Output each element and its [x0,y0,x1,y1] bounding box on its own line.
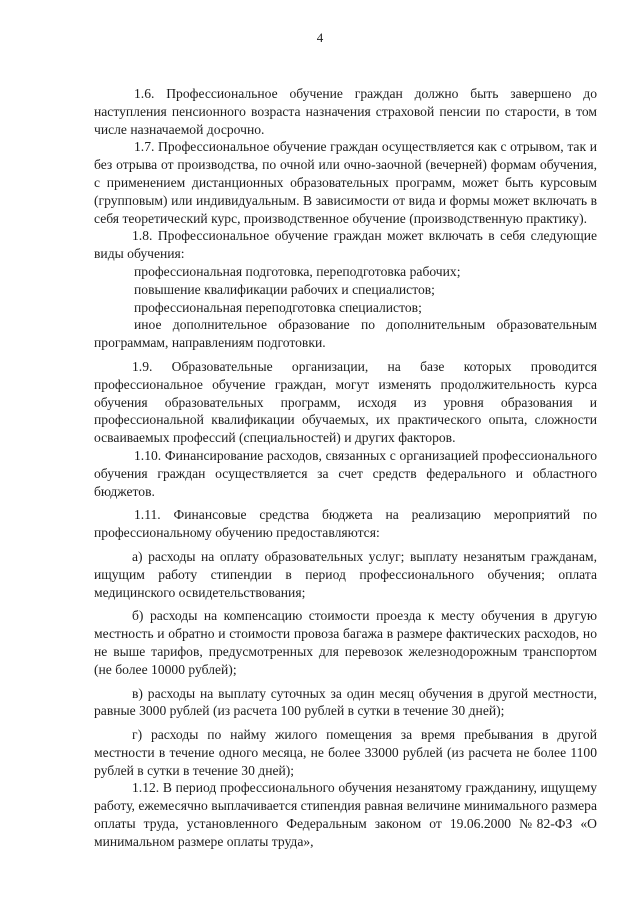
paragraph-1-8: 1.8. Профессиональное обучение граждан может включать в себя следующие виды обучения: [94,228,597,262]
expense-item: б) расходы на компенсацию стоимости проезда к месту обучения в другую местность и обратно и стоимости провоза багажа в размере фактических расходов, но не выше тарифов, предусмотренных для перевозок железнодорожным транспортом (не более 10000 рублей); [94,608,597,677]
document-body [94,85,597,851]
expense-item: а) расходы на оплату образовательных услуг; выплату незанятым гражданам, ищущим работу стипендии в период профессионального обучения; оплата медицинского освидетельствования; [94,548,597,600]
list-item: иное дополнительное образование по дополнительным образовательным программам, направлениям подготовки. [94,317,597,351]
paragraph-1-10: 1.10. Финансирование расходов, связанных с организацией профессионального обучения граждан осуществляется за счет средств федерального и областного бюджетов. [94,447,597,499]
paragraph-1-11: 1.11. Финансовые средства бюджета на реализацию мероприятий по профессиональному обучению предоставляются: [94,507,597,541]
paragraph-1-6: 1.6. Профессиональное обучение граждан должно быть завершено до наступления пенсионного возраста назначения страховой пенсии по старости, в том числе назначаемой досрочно. [94,86,597,137]
paragraph-1-7: 1.7. Профессиональное обучение граждан осуществляется как с отрывом, так и без отрыва от производства, по очной или очно-заочной (вечерней) формам обучения, с применением дистанционных образовательных программ, может быть курсовым (групповым) или индивидуальным. В зависимости от вида и формы может включать в себя теоретический курс, производственное обучение (производственную практику). [94,139,597,226]
paragraph-1-12: 1.12. В период профессионального обучения незанятому гражданину, ищущему работу, ежемесячно выплачивается стипендия равная величине минимального размера оплаты труда, установленного Федеральным законом от 19.06.2000 №82-ФЗ «О минимальном размере оплаты труда», [94,780,597,849]
list-item: профессиональная подготовка, переподготовка рабочих; [134,263,461,279]
list-item: повышение квалификации рабочих и специалистов; [134,281,435,297]
page-number: 4 [316,30,324,45]
expense-item: в) расходы на выплату суточных за один месяц обучения в другой местности, равные 3000 рублей (из расчета 100 рублей в сутки в течение 30 дней); [94,685,597,719]
expense-item: г) расходы по найму жилого помещения за время пребывания в другой местности в течение одного месяца, не более 33000 рублей (из расчета не более 1100 рублей в сутки в течение 30 дней); [94,727,597,778]
paragraph-1-9: 1.9. Образовательные организации, на базе которых проводится профессиональное обучение граждан, могут изменять продолжительность курса обучения образовательных программ, исходя из уровня образования и профессиональной квалификации обучаемых, их практического опыта, сложности осваиваемых профессий (специальностей) и других факторов. [94,358,597,446]
list-item: профессиональная переподготовка специалистов; [134,299,422,315]
